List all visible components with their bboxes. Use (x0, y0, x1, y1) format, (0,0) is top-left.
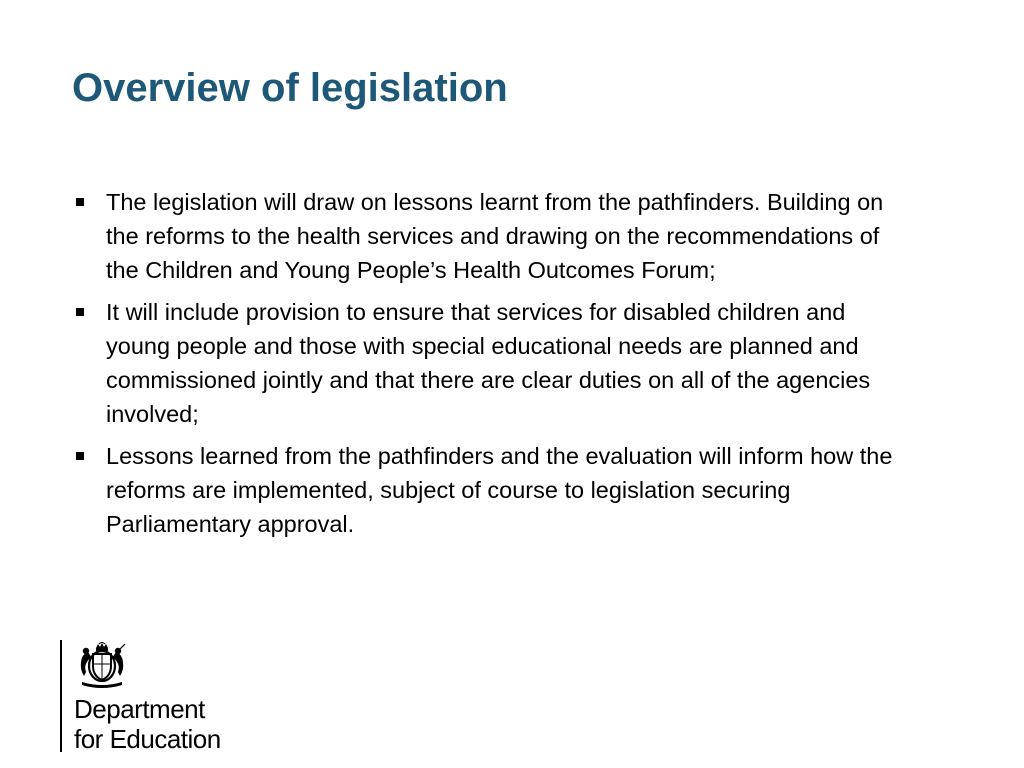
logo-divider (60, 640, 62, 752)
bullet-list (72, 185, 912, 549)
bullet-text: The legislation will draw on lessons learnt from the pathfinders. Building on the reforms to the health services and drawing on the recommendations of the Children and Young People’s Health Outcomes Forum; (106, 189, 884, 283)
list-item (72, 185, 912, 287)
royal-coat-of-arms-icon (74, 642, 130, 688)
list-item (72, 439, 912, 541)
square-bullet-icon (76, 198, 84, 206)
bullet-text: It will include provision to ensure that services for disabled children and young people and those with special educational needs are planned and commissioned jointly and that there are clear duties on all of the agencies involved; (106, 299, 871, 427)
logo-line-department: Department (74, 694, 205, 724)
logo-line-for-education: for Education (74, 724, 221, 754)
list-item (72, 295, 912, 431)
logo-text (74, 694, 221, 754)
square-bullet-icon (76, 308, 84, 316)
square-bullet-icon (76, 452, 84, 460)
slide-title: Overview of legislation (72, 66, 508, 110)
department-for-education-logo (60, 640, 260, 752)
bullet-text: Lessons learned from the pathfinders and the evaluation will inform how the reforms are implemented, subject of course to legislation securing Parliamentary approval. (106, 443, 893, 537)
